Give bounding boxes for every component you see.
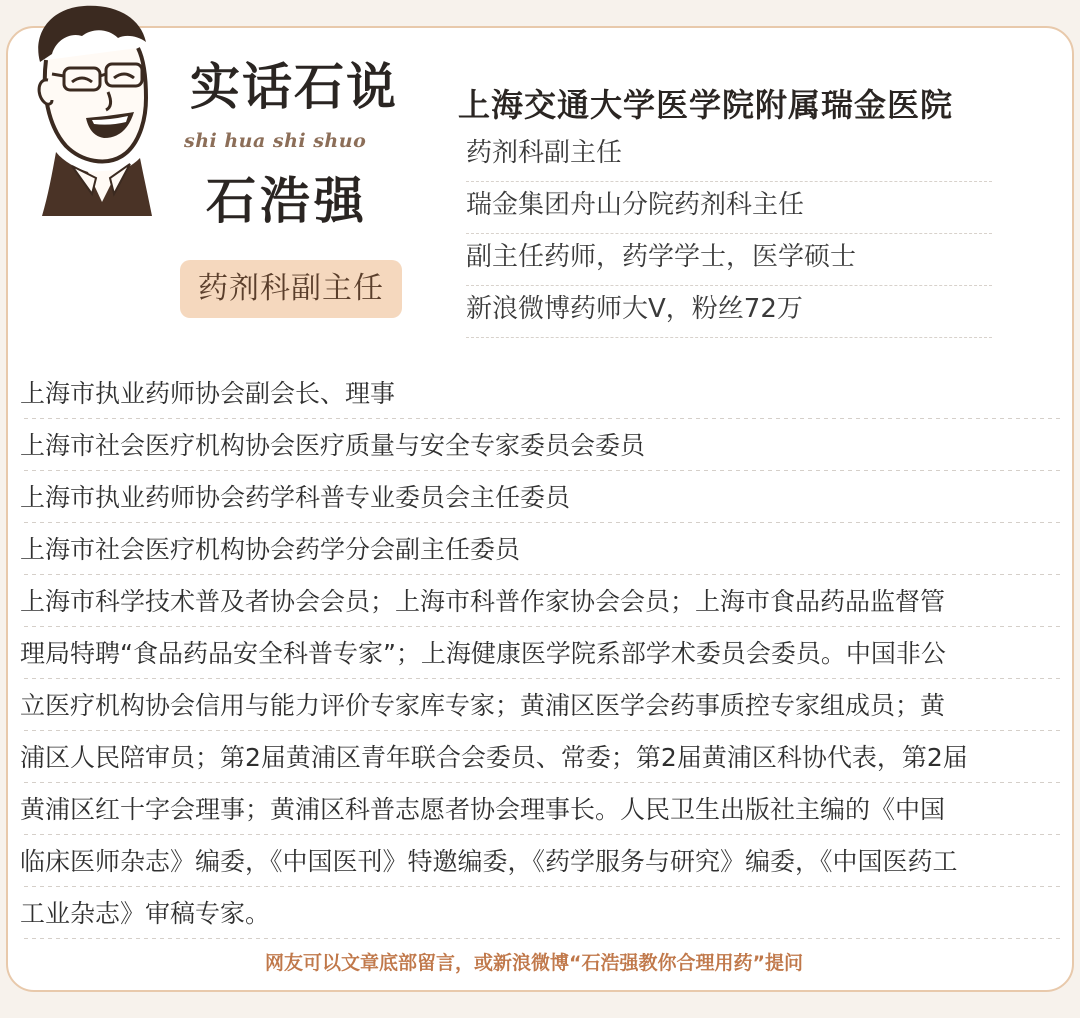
paragraph-line: 理局特聘“食品药品安全科普专家”；上海健康医学院系部学术委员会委员。中国非公	[20, 628, 1060, 680]
paragraph-line: 立医疗机构协会信用与能力评价专家库专家；黄浦区医学会药事质控专家组成员；黄	[20, 680, 1060, 732]
position-item: 瑞金集团舟山分院药剂科主任	[466, 182, 992, 234]
footer-note: 网友可以文章底部留言，或新浪微博“石浩强教你合理用药”提问	[265, 952, 803, 974]
paragraph-line: 上海市科学技术普及者协会会员；上海市科普作家协会会员；上海市食品药品监督管	[20, 576, 1060, 628]
position-item: 副主任药师，药学学士，医学硕士	[466, 234, 992, 286]
paragraph-line: 浦区人民陪审员；第2届黄浦区青年联合会委员、常委；第2届黄浦区科协代表，第2届	[20, 732, 1060, 784]
hospital-name: 上海交通大学医学院附属瑞金医院	[458, 86, 954, 124]
affiliation-item: 上海市社会医疗机构协会药学分会副主任委员	[20, 524, 1060, 576]
position-item: 新浪微博药师大V，粉丝72万	[466, 286, 992, 338]
title-badge: 药剂科副主任	[180, 260, 402, 318]
person-name: 石浩强	[206, 172, 368, 230]
paragraph-line: 黄浦区红十字会理事；黄浦区科普志愿者协会理事长。人民卫生出版社主编的《中国	[20, 784, 1060, 836]
affiliation-item: 上海市社会医疗机构协会医疗质量与安全专家委员会委员	[20, 420, 1060, 472]
position-list	[466, 130, 992, 338]
affiliation-list	[20, 368, 1060, 940]
position-item: 药剂科副主任	[466, 130, 992, 182]
affiliation-item: 上海市执业药师协会副会长、理事	[20, 368, 1060, 420]
paragraph-line: 工业杂志》审稿专家。	[20, 888, 1060, 940]
brand-title: 实话石说	[190, 57, 398, 116]
avatar-cartoon-icon	[22, 2, 172, 216]
brand-pinyin: shi hua shi shuo	[184, 130, 367, 152]
affiliation-item: 上海市执业药师协会药学科普专业委员会主任委员	[20, 472, 1060, 524]
paragraph-line: 临床医师杂志》编委，《中国医刊》特邀编委，《药学服务与研究》编委，《中国医药工	[20, 836, 1060, 888]
